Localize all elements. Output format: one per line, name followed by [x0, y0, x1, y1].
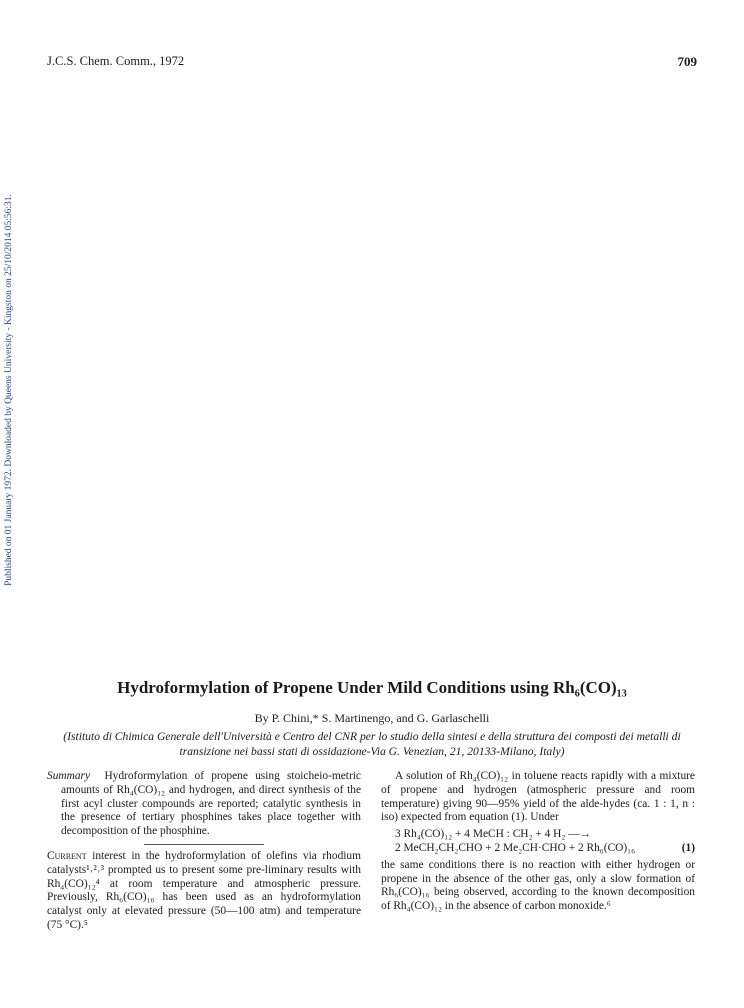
summary-block [47, 770, 361, 839]
left-body-text: interest in the hydroformylation of olefins via rhodium catalysts¹˒²˒³ prompted us to present some pre-liminary results with Rh₄(CO)₁₂⁴ at room temperature and atmospheric pressure. Previously, Rh₆(CO)₁₆ has been used as an hydroformylation catalyst only at elevated pressure (50—100 atm) and temperature (75 °C).⁵ [47, 849, 361, 931]
equation-line-2: 2 MeCH₂CH₂CHO + 2 Me₂CH·CHO + 2 Rh₆(CO)₁₆ [395, 841, 636, 854]
right-column [381, 770, 695, 914]
download-note-text: Published on 01 January 1972. Downloaded by Queens University - Kingston on 25/10/2014 05:56:31. [4, 194, 14, 586]
journal-name: J.C.S. Chem. Comm., 1972 [47, 54, 185, 68]
equation-1 [395, 828, 695, 856]
right-body [381, 770, 695, 914]
article-title: Hydroformylation of Propene Under Mild Conditions using Rh₆(CO)₁₃ [117, 678, 627, 697]
lead-word: Current [47, 849, 87, 862]
author-line: By P. Chini,* S. Martinengo, and G. Garlaschelli [254, 711, 490, 725]
equation-line-1: 3 Rh₄(CO)₁₂ + 4 MeCH : CH₂ + 4 H₂ —→ [395, 828, 591, 841]
right-paragraph-2: the same conditions there is no reaction with either hydrogen or propene in the absence of the other gas, only a slow formation of Rh₆(CO)₁₆ being observed, according to the known decomposition of Rh₄(CO)₁₂ in the absence of carbon monoxide.⁶ [381, 858, 695, 913]
summary-label: Summary [47, 770, 91, 782]
left-body [47, 850, 361, 933]
equation-number: (1) [681, 841, 695, 854]
right-paragraph-1: A solution of Rh₄(CO)₁₂ in toluene reacts rapidly with a mixture of propene and hydrogen (atmospheric pressure and room temperature) giving 90—95% yield of the alde-hydes (ca. 1 : 1, n : iso) expected from equation (1). Under [381, 770, 695, 824]
section-divider [144, 844, 264, 845]
download-watermark [4, 160, 16, 620]
summary-text: Hydroformylation of propene using stoicheio-metric amounts of Rh₄(CO)₁₂ and hydrogen, and direct synthesis of the first acyl cluster compounds are reported; catalytic synthesis in the presence of tertiary phosphines takes place together with decomposition of the phosphine. [61, 770, 361, 838]
running-header [47, 54, 184, 69]
left-column [47, 770, 361, 933]
page-number: 709 [677, 54, 697, 69]
affiliation: (Istituto di Chimica Generale dell'Università e Centro del CNR per lo studio della sintesi e della struttura dei composti dei metalli di transizione nei bassi stati di ossidazione-Via G. Venezian, 21, 20133-Milano, Italy) [63, 730, 681, 758]
